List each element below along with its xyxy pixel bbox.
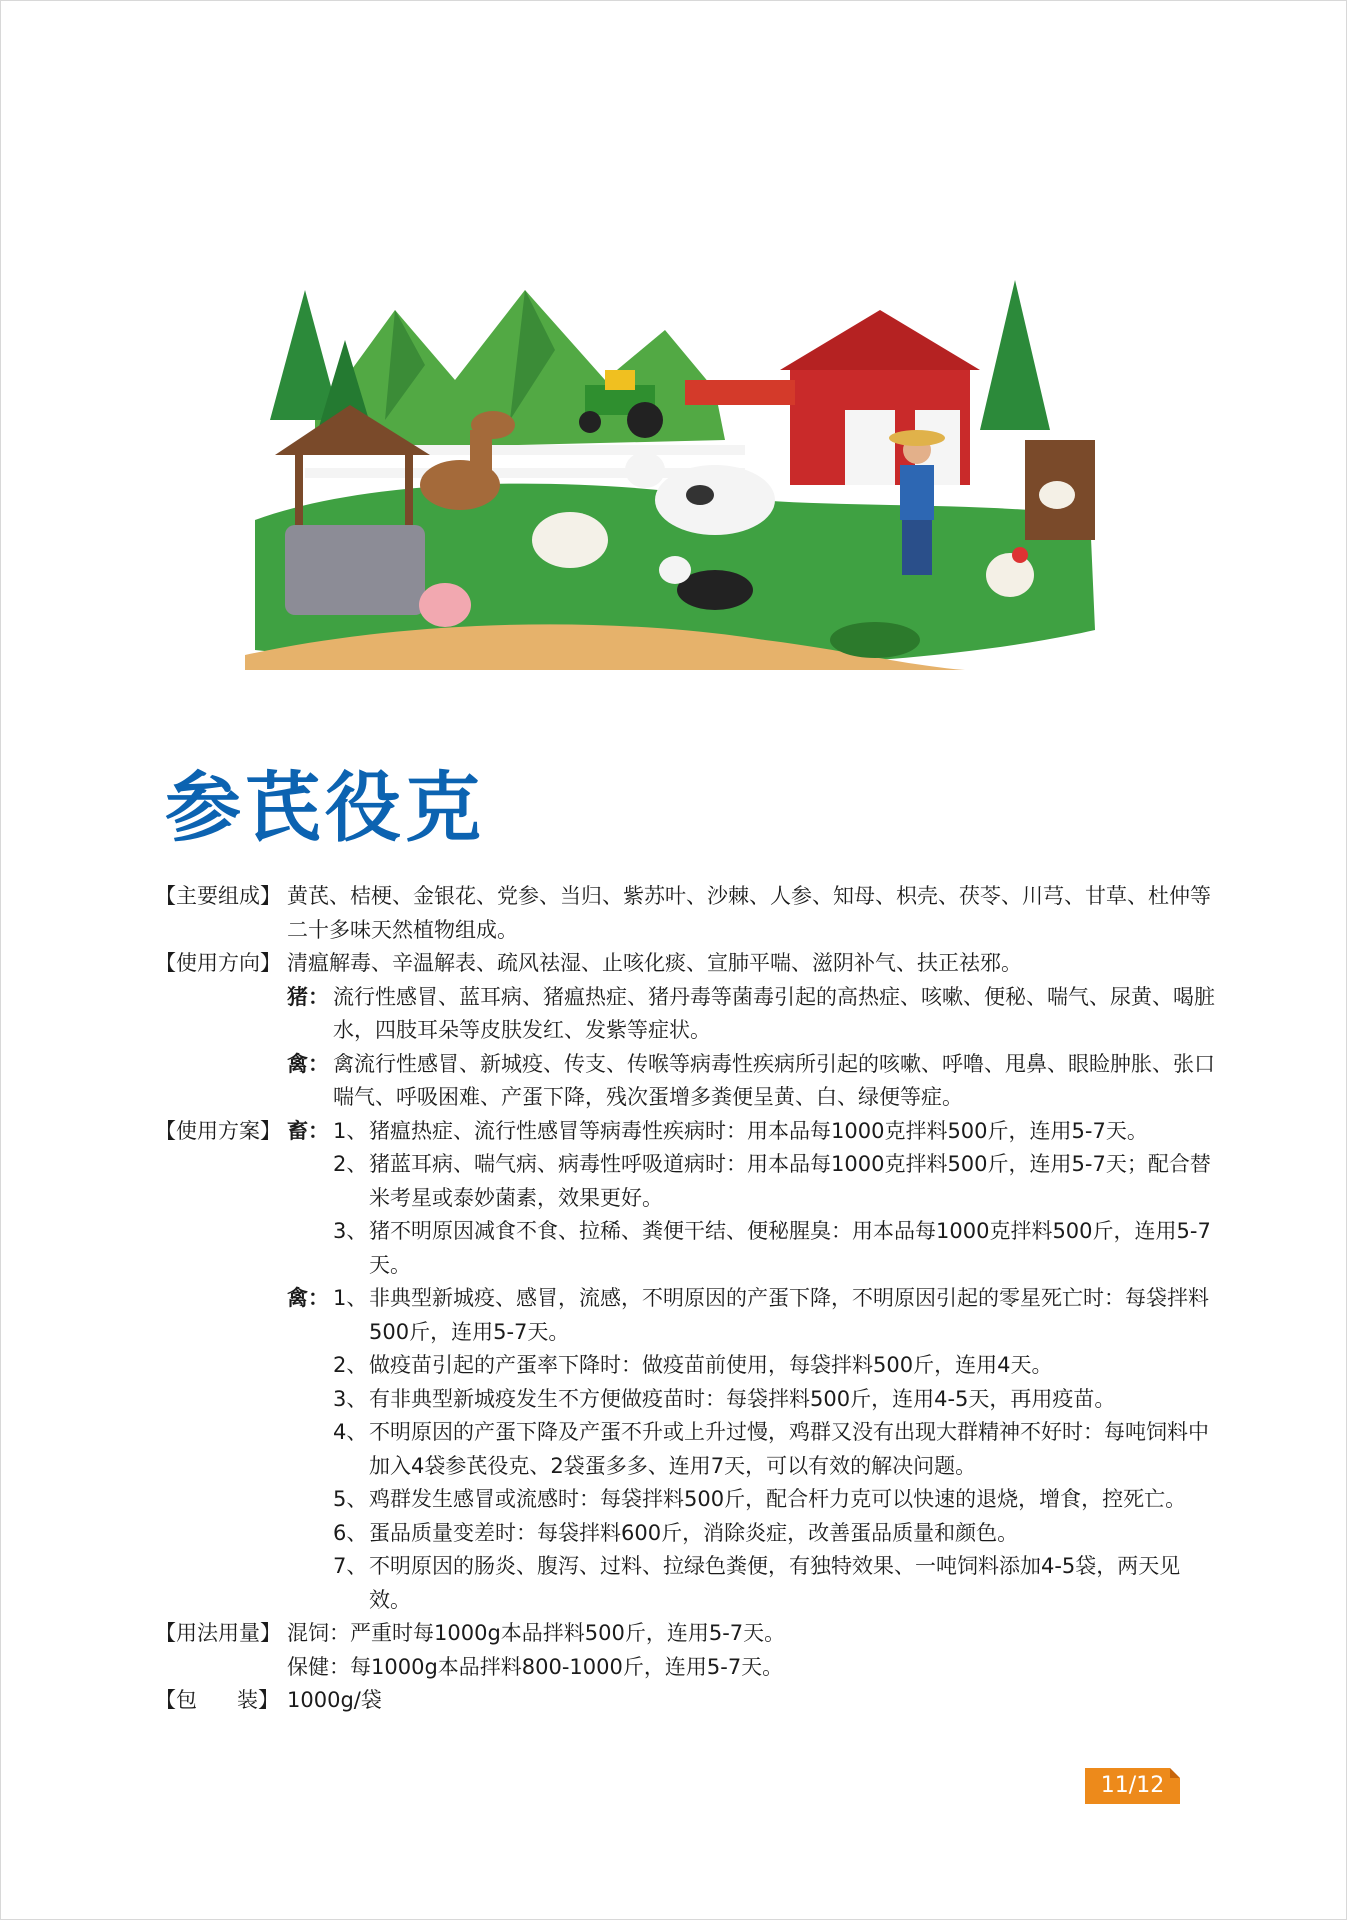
page-title: 参芪役克 bbox=[165, 763, 485, 852]
composition-text: 黄芪、桔梗、金银花、党参、当归、紫苏叶、沙棘、人参、知母、枳壳、茯苓、川芎、甘草、杜仲等二十多味天然植物组成。 bbox=[287, 884, 1211, 942]
page-number-badge bbox=[1085, 1768, 1180, 1804]
list-item: 5、 鸡群发生感冒或流感时：每袋拌料500斤，配合杆力克可以快速的退烧，增食，控死亡。 bbox=[333, 1487, 1187, 1511]
poultry-plan-key: 禽： bbox=[287, 1286, 329, 1310]
poultry-key: 禽： bbox=[287, 1051, 329, 1076]
usage-section bbox=[155, 1617, 1215, 1651]
list-item: 2、 做疫苗引起的产蛋率下降时：做疫苗前使用，每袋拌料500斤，连用4天。 bbox=[333, 1353, 1053, 1377]
list-item: 3、 猪不明原因减食不食、拉稀、粪便干结、便秘腥臭：用本品每1000克拌料500斤，连用5-7天。 bbox=[333, 1219, 1211, 1277]
pig-text: 流行性感冒、蓝耳病、猪瘟热症、猪丹毒等菌毒引起的高热症、咳嗽、便秘、喘气、尿黄、喝脏水，四肢耳朵等皮肤发红、发紫等症状。 bbox=[333, 984, 1215, 1042]
direction-section bbox=[155, 947, 1215, 981]
usage-health: 保健：每1000g本品拌料800-1000斤，连用5-7天。 bbox=[287, 1654, 784, 1679]
bush bbox=[830, 622, 920, 658]
composition-label: 【主要组成】 bbox=[155, 884, 281, 908]
composition-section bbox=[155, 880, 1215, 947]
package-label: 【包 装】 bbox=[155, 1688, 280, 1712]
usage-health-row bbox=[155, 1651, 1215, 1685]
product-info bbox=[155, 880, 1215, 1718]
list-item: 1、 猪瘟热症、流行性感冒等病毒性疾病时：用本品每1000克拌料500斤，连用5-7天。 bbox=[333, 1118, 1148, 1143]
list-item: 6、 蛋品质量变差时：每袋拌料600斤，消除炎症，改善蛋品质量和颜色。 bbox=[333, 1520, 1019, 1545]
list-item: 1、 非典型新城疫、感冒，流感，不明原因的产蛋下降，不明原因引起的零星死亡时：每袋拌料500斤，连用5-7天。 bbox=[333, 1286, 1209, 1344]
pig bbox=[419, 583, 471, 627]
list-item: 4、 不明原因的产蛋下降及产蛋不升或上升过慢，鸡群又没有出现大群精神不好时：每吨饲料中加入4袋参芪役克、2袋蛋多多、连用7天，可以有效的解决问题。 bbox=[333, 1420, 1209, 1478]
direction-text: 清瘟解毒、辛温解表、疏风祛湿、止咳化痰、宣肺平喘、滋阴补气、扶正祛邪。 bbox=[287, 951, 1022, 975]
poultry-text: 禽流行性感冒、新城疫、传支、传喉等病毒性疾病所引起的咳嗽、呼噜、甩鼻、眼睑肿胀、张口喘气、呼吸困难、产蛋下降，残次蛋增多粪便呈黄、白、绿便等症。 bbox=[333, 1051, 1215, 1109]
direction-label: 【使用方向】 bbox=[155, 951, 281, 975]
pig-key: 猪： bbox=[287, 984, 329, 1009]
red-barn bbox=[780, 310, 980, 485]
list-item: 3、 有非典型新城疫发生不方便做疫苗时：每袋拌料500斤，连用4-5天，再用疫苗。 bbox=[333, 1386, 1116, 1411]
list-item: 2、 猪蓝耳病、喘气病、病毒性呼吸道病时：用本品每1000克拌料500斤，连用5-7天；配合替米考星或泰妙菌素，效果更好。 bbox=[333, 1152, 1211, 1210]
usage-mix: 混饲：严重时每1000g本品拌料500斤，连用5-7天。 bbox=[287, 1621, 786, 1645]
folded-corner-icon bbox=[1170, 1768, 1180, 1778]
package-section bbox=[155, 1684, 1215, 1718]
usage-label: 【用法用量】 bbox=[155, 1621, 281, 1645]
page-number: 11/12 bbox=[1100, 1773, 1165, 1798]
farm-illustration bbox=[245, 270, 1105, 670]
red-shed-roof bbox=[685, 380, 795, 405]
plan-label: 【使用方案】 bbox=[155, 1118, 281, 1143]
sheep bbox=[532, 512, 608, 568]
direction-poultry bbox=[155, 1048, 1215, 1115]
list-item: 7、 不明原因的肠炎、腹泻、过料、拉绿色粪便，有独特效果、一吨饲料添加4-5袋，两天见效。 bbox=[333, 1554, 1181, 1612]
package-text: 1000g/袋 bbox=[287, 1688, 382, 1712]
plan-section bbox=[155, 1115, 1215, 1618]
pine-tree-right bbox=[980, 280, 1050, 430]
hen-coop bbox=[1025, 440, 1095, 540]
direction-pig bbox=[155, 981, 1215, 1048]
livestock-key: 畜： bbox=[287, 1118, 329, 1143]
